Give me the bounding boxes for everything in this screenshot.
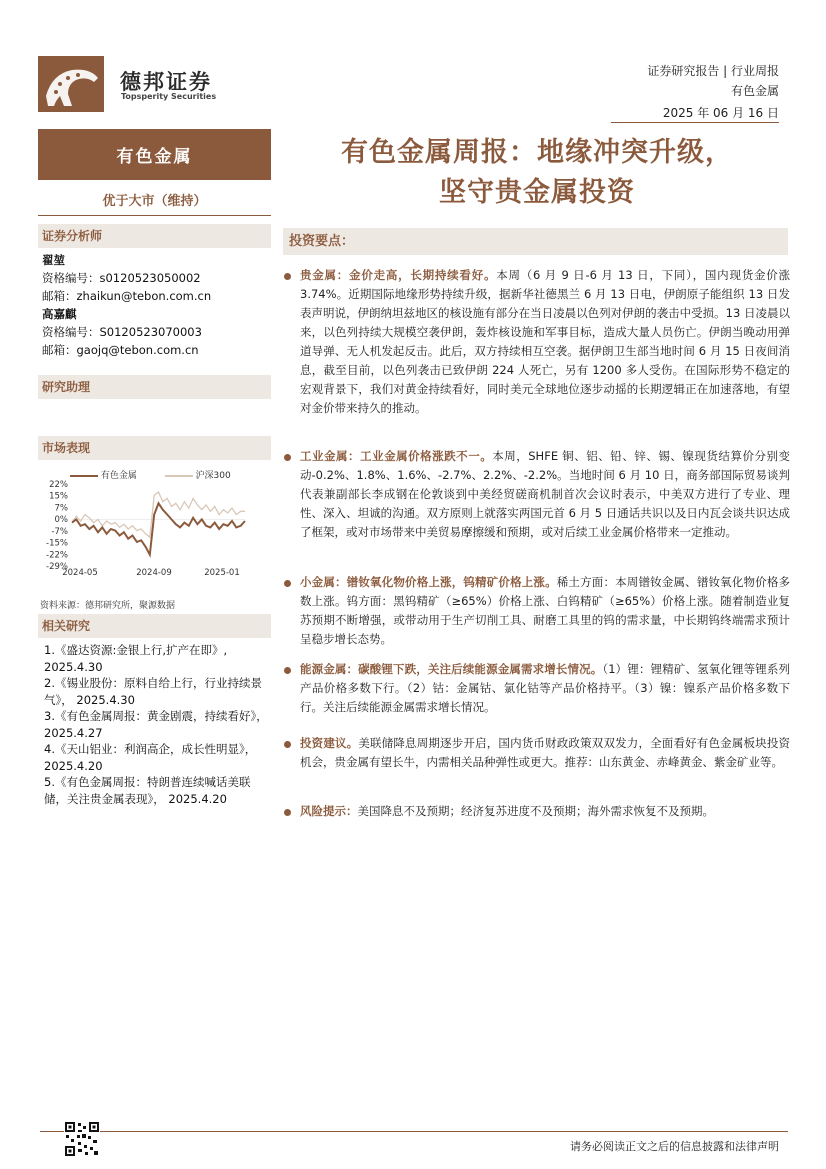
- key-point-precious-metals: [300, 266, 790, 418]
- rating-divider: [38, 215, 271, 216]
- key-point-body: 稀土方面：本周镨钕金属、镨钕氧化物价格多数上涨。钨方面：黑钨精矿（≥65%）价格上涨、白钨精矿（≥65%）价格上涨。随着制造业复苏预期不断增强，或带动用于生产切削工具、耐磨工具里的钨的需求量，中长期钨终端需求预计呈稳步增长态势。: [300, 575, 791, 646]
- bullet-icon: [284, 454, 291, 461]
- sector-label: 有色金属: [38, 129, 271, 180]
- bullet-icon: [284, 741, 291, 748]
- footer-divider: [40, 1131, 788, 1132]
- key-point-body: 美国降息不及预期；经济复苏进度不及预期；海外需求恢复不及预期。: [357, 804, 714, 818]
- qr-code-icon: [64, 1121, 100, 1157]
- footer-disclaimer: 请务必阅读正文之后的信息披露和法律声明: [570, 1140, 779, 1153]
- key-point-body: （1）锂：锂精矿、氢氧化锂等锂系列产品价格多数下行。（2）钴：金属钴、氯化钴等产品价格持平。（3）镍：镍系产品价格多数下行。关注后续能源金属需求增长情况。: [300, 662, 790, 714]
- report-title: [287, 133, 787, 213]
- key-point-lead: 风险提示：: [300, 804, 358, 818]
- y-tick-label: -22%: [46, 550, 68, 561]
- logo-emblem: [38, 56, 104, 112]
- x-tick-label: 2024-05: [62, 568, 98, 578]
- key-point-energy-metals: [300, 660, 790, 717]
- title-line-1: 有色金属周报：地缘冲突升级，: [341, 137, 733, 168]
- x-tick-label: 2024-09: [136, 568, 172, 578]
- series-line-nonferrous: [72, 503, 245, 554]
- y-tick-label: -7%: [51, 526, 68, 537]
- legend-swatch-nonferrous: [70, 475, 98, 477]
- y-tick-label: 7%: [54, 503, 68, 514]
- logo-text-en: Topsperity Securities: [121, 92, 217, 101]
- market-heading: 市场表现: [38, 436, 271, 460]
- analyst-email[interactable]: 邮箱：gaojq@tebon.com.cn: [42, 343, 199, 357]
- analyst-cert: 资格编号：S0120523070003: [42, 325, 202, 339]
- y-tick-label: -15%: [46, 538, 68, 549]
- market-performance-chart: [30, 478, 270, 578]
- analyst-name: 翟堃: [42, 253, 65, 267]
- y-tick-label: -29%: [46, 562, 68, 572]
- analyst-email[interactable]: 邮箱：zhaikun@tebon.com.cn: [42, 289, 212, 303]
- related-item[interactable]: 1.《盛达资源:金银上行,扩产在即》, 2025.4.30: [44, 643, 228, 674]
- key-point-body: 美联储降息周期逐步开启，国内货币财政政策双双发力，全面看好有色金属板块投资机会，贵金属有望长牛，内需相关品种弹性或更大。推荐：山东黄金、赤峰黄金、紫金矿业等。: [300, 736, 791, 769]
- key-point-industrial-metals: [300, 447, 790, 542]
- key-point-body: 本周（6 月 9 日-6 月 13 日，下同），国内现货金价涨 3.74%。近期国际地缘形势持续升级，据新华社德黑兰 6 月 13 日电，伊朗原子能组织 13 日发表声明说，伊朗纳坦兹地区的核设施有部分在当日凌晨以色列对伊朗的袭击中受损。13 日凌晨以来，以色列持续大规模空袭伊朗，轰炸核设施和军事目标，造成大量人员伤亡。伊朗当晚动用弹道导弹、无人机发起反击。此后，双方持续相互空袭。据伊朗卫生部当地时间 6 月 15 日夜间消息，截至目前，以色列袭击已致伊朗 224 人死亡，另有 1200 多人受伤。在国际形势不稳定的宏观背景下，我们对黄金持续看好，同时美元全球地位逐步动摇的长期逻辑正在加速落地，有望对金价带来持久的推动。: [300, 268, 790, 415]
- key-point-lead: 工业金属：工业金属价格涨跌不一。: [300, 449, 493, 463]
- related-item[interactable]: 4.《天山铝业：利润高企，成长性明显》， 2025.4.20: [44, 742, 257, 773]
- assistant-heading: 研究助理: [38, 375, 271, 399]
- chart-source: 资料来源：德邦研究所，聚源数据: [40, 601, 176, 611]
- bullet-icon: [284, 580, 291, 587]
- legend-label-hs300: 沪深300: [195, 471, 231, 481]
- analyst-cert: 资格编号：s0120523050002: [42, 271, 201, 285]
- legend-label-nonferrous: 有色金属: [100, 471, 137, 481]
- related-heading: 相关研究: [38, 614, 271, 638]
- header-sector: 有色金属: [730, 84, 779, 98]
- report-type: 证券研究报告 | 行业周报: [647, 64, 779, 78]
- y-tick-label: 0%: [54, 515, 68, 526]
- legend-swatch-hs300: [165, 475, 193, 477]
- header-divider: [611, 122, 779, 123]
- related-item[interactable]: 5.《有色金属周报：特朗普连续喊话美联储，关注贵金属表现》， 2025.4.20: [44, 775, 251, 806]
- y-tick-label: 15%: [49, 491, 68, 502]
- key-point-minor-metals: [300, 573, 790, 649]
- analyst-block-2: [42, 305, 202, 359]
- key-point-lead: 小金属：镨钕氧化物价格上涨，钨精矿价格上涨。: [300, 575, 557, 589]
- related-item[interactable]: 3.《有色金属周报：黄金剧震，持续看好》， 2025.4.27: [44, 709, 268, 740]
- related-list: [44, 642, 272, 807]
- key-point-investment-advice: [300, 734, 790, 772]
- analyst-heading: 证券分析师: [38, 224, 271, 248]
- analyst-name: 高嘉麒: [42, 307, 77, 321]
- key-point-lead: 贵金属：金价走高，长期持续看好。: [300, 268, 497, 282]
- key-point-lead: 能源金属：碳酸锂下跌，关注后续能源金属需求增长情况。: [300, 662, 603, 676]
- leopard-logo-icon: [38, 56, 104, 112]
- bullet-icon: [284, 809, 291, 816]
- logo-text-cn: 德邦证券: [120, 70, 212, 94]
- rating: 优于大市（维持）: [102, 194, 207, 209]
- x-tick-label: 2025-01: [204, 568, 240, 578]
- analyst-block-1: [42, 251, 211, 305]
- key-points-heading: 投资要点：: [283, 228, 788, 255]
- bullet-icon: [284, 273, 291, 280]
- key-point-lead: 投资建议。: [300, 736, 359, 750]
- y-tick-label: 22%: [49, 480, 68, 490]
- key-point-risk: [300, 802, 790, 821]
- report-date: 2025 年 06 月 16 日: [662, 106, 779, 120]
- bullet-icon: [284, 667, 291, 674]
- key-point-body: 本周，SHFE 铜、铝、铅、锌、锡、镍现货结算价分别变动-0.2%、1.8%、1.6%、-2.7%、2.2%、-2.2%。当地时间 6 月 10 日，商务部国际贸易谈判代表兼副部长李成钢在伦敦谈到中美经贸磋商机制首次会议时表示，中美双方进行了专业、理性、深入、坦诚的沟通。双方原则上就落实两国元首 6 月 5 日通话共识以及日内瓦会谈共识达成了框架，或对市场带来中美贸易摩擦缓和预期，或对后续工业金属价格带来一定推动。: [300, 449, 790, 539]
- title-line-2: 坚守贵金属投资: [439, 177, 635, 208]
- related-item[interactable]: 2.《锡业股份：原料自给上行，行业持续景气》， 2025.4.30: [44, 676, 262, 707]
